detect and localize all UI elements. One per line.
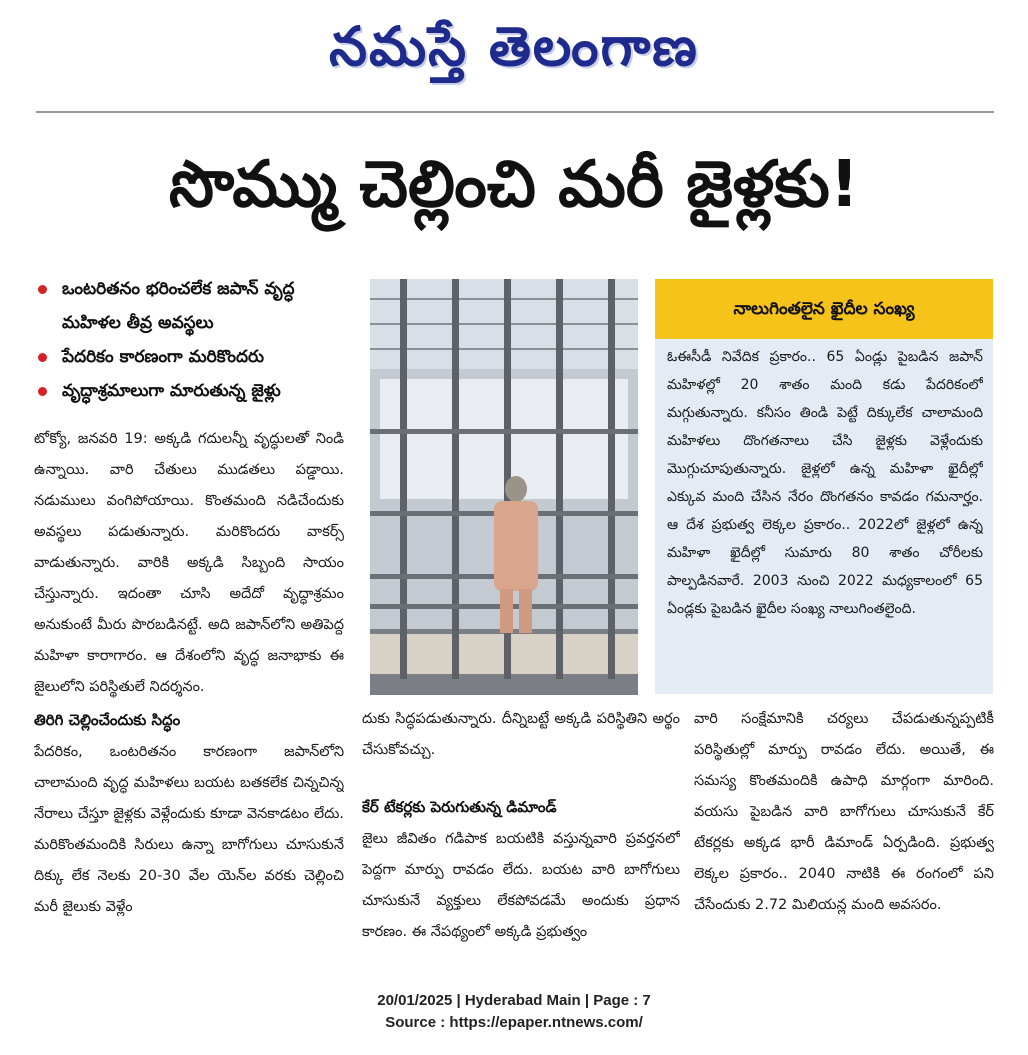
spacer bbox=[362, 766, 680, 790]
masthead-divider bbox=[36, 111, 994, 113]
bullet-text: వృద్ధాశ్రమాలుగా మారుతున్న జైళ్లు bbox=[62, 381, 281, 401]
article-paragraph: జైలు జీవితం గడిపాక బయటికి వస్తున్నవారి ప్రవర్తనలో పెద్దగా మార్పు రావడం లేదు. బయట వారి బాగోగులు చూసుకునే వ్యక్తులు లేకపోవడమే అందుకు ప్రధాన కారణం. ఈ నేపథ్యంలో అక్కడి ప్రభుత్వం bbox=[362, 831, 680, 940]
article-paragraph: పేదరికం, ఒంటరితనం కారణంగా జపాన్‌లోని చాలామంది వృద్ధ మహిళలు బయట బతకలేక చిన్నచిన్న నేరాలు చేస్తూ జైళ్లకు వెళ్లేందుకు కూడా వెనకాడటం లేదు. మరికొంతమందికి సిరులు ఉన్నా బాగోగులు చూసుకునే దిక్కు లేక నెలకు 20-30 వేల యెన్‌ల వరకు చెల్లించి మరీ జైలుకు వెళ్లేం bbox=[34, 744, 344, 915]
edition-info: 20/01/2025 | Hyderabad Main | Page : 7 bbox=[377, 992, 651, 1009]
bullet-text: పేదరికం కారణంగా మరికొందరు bbox=[62, 347, 264, 367]
bullet-list bbox=[34, 272, 354, 408]
sidebar-box bbox=[655, 279, 993, 694]
sidebar-title: నాలుగింతలైన ఖైదీల సంఖ్య bbox=[655, 279, 993, 339]
headline: సొమ్ము చెల్లించి మరీ జైళ్లకు! bbox=[169, 148, 859, 222]
sidebar-text: ఓఈసీడీ నివేదిక ప్రకారం.. 65 ఏండ్లు పైబడిన జపాన్ మహిళల్లో 20 శాతం మంది కడు పేదరికంలో మగ్గుతున్నారు. కనీసం తిండి పెట్టే దిక్కులేక చాలామంది మహిళలు దొంగతనాలు చేసి జైళ్లకు వెళ్లేందుకు మొగ్గుచూపుతున్నారు. జైళ్లలో ఉన్న మహిళా ఖైదీల్లో ఎక్కువ మంది చేసిన నేరం దొంగతనం కావడం గమనార్హం. ఆ దేశ ప్రభుత్వ లెక్కల ప్రకారం.. 2022లో జైళ్లలో ఉన్న మహిళా ఖైదీల్లో సుమారు 80 శాతం చోరీలకు పాల్పడినవారే. 2003 నుంచి 2022 మధ్యకాలంలో 65 ఏండ్లకు పైబడిన ఖైదీల సంఖ్య నాలుగింతలైంది. bbox=[667, 349, 983, 617]
page-footer bbox=[0, 990, 1028, 1034]
bullet-icon bbox=[38, 353, 47, 362]
news-photo bbox=[370, 279, 638, 695]
article-subhead: కేర్ టేకర్లకు పెరుగుతున్న డిమాండ్ bbox=[362, 798, 557, 816]
bullet-text: ఒంటరితనం భరించలేక జపాన్ వృద్ధ మహిళల తీవ్ర అవస్థలు bbox=[62, 279, 295, 333]
bullet-icon bbox=[38, 387, 47, 396]
bullet-item bbox=[34, 340, 354, 374]
article-left-column bbox=[34, 424, 344, 954]
masthead bbox=[0, 6, 1028, 86]
source-link[interactable]: Source : https://epaper.ntnews.com/ bbox=[385, 1014, 643, 1031]
bullet-item bbox=[34, 374, 354, 408]
bullet-item bbox=[34, 272, 354, 340]
newspaper-logo: నమస్తే తెలంగాణ bbox=[329, 14, 699, 78]
article-continuation: దుకు సిద్ధపడుతున్నారు. దీన్నిబట్టే అక్కడి పరిస్థితిని అర్థం చేసుకోవచ్చు. bbox=[362, 711, 680, 758]
article-paragraph: వారి సంక్షేమానికి చర్యలు చేపడుతున్నప్పటికీ పరిస్థితుల్లో మార్పు రావడం లేదు. అయితే, ఈ సమస్య కొంతమందికి ఉపాధి మార్గంగా మారింది. వయసు పైబడిన వారి బాగోగులు చూసుకునే కేర్ టేకర్లకు అక్కడ భారీ డిమాండ్ ఏర్పడింది. ప్రభుత్వ లెక్కల ప్రకారం.. 2040 నాటికి ఈ రంగంలో పని చేసేందుకు 2.72 మిలియన్ల మంది అవసరం. bbox=[694, 711, 994, 913]
article-subhead: తిరిగి చెల్లించేందుకు సిద్ధం bbox=[34, 711, 181, 729]
article-intro: టోక్యో, జనవరి 19: అక్కడి గదులన్నీ వృద్ధులతో నిండి ఉన్నాయి. వారి చేతులు ముడతలు పడ్డాయి. నడుములు వంగిపోయాయి. కొంతమంది నడిచేందుకు అవస్థలు పడుతున్నారు. మరికొందరు వాకర్స్ వాడుతున్నారు. వారికి అక్కడి సిబ్బంది సాయం చేస్తున్నారు. ఇదంతా చూసి అదేదో వృద్ధాశ్రమం అనుకుంటే మీరు పొరబడినట్టే. అది జపాన్‌లోని అతిపెద్ద మహిళా కారాగారం. ఆ దేశంలోని వృద్ధ జనాభాకు ఈ జైలులోని పరిస్థితులే నిదర్శనం. bbox=[34, 431, 344, 695]
article-middle-column bbox=[362, 704, 680, 954]
article-right-column bbox=[694, 704, 994, 954]
prison-corridor-image bbox=[370, 279, 638, 695]
bullet-icon bbox=[38, 285, 47, 294]
